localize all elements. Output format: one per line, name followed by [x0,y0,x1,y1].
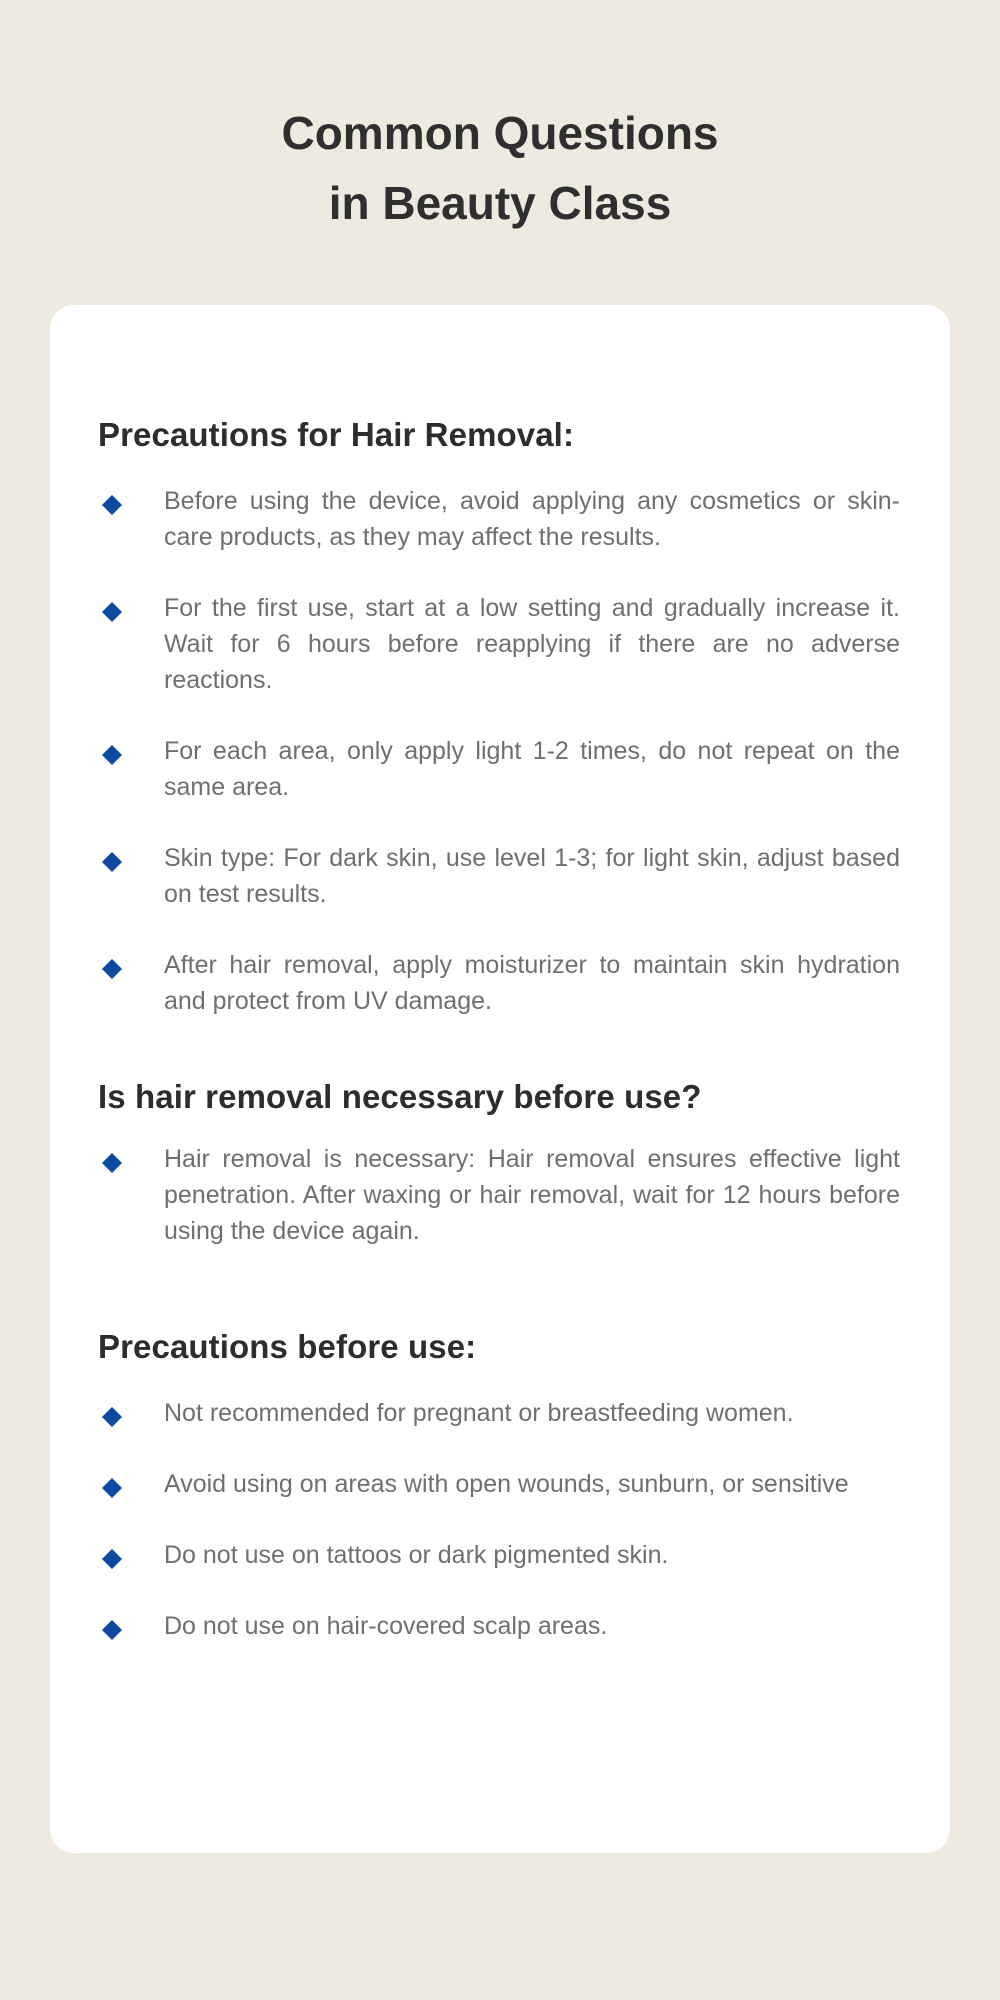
list-item-text: Avoid using on areas with open wounds, sunburn, or sensitive [164,1470,849,1498]
section-heading: Is hair removal necessary before use? [98,1078,702,1115]
list-item-text: Do not use on hair-covered scalp areas. [164,1612,608,1640]
bullet-list [98,1395,900,1644]
list-item [98,840,900,912]
diamond-bullet-icon [98,1466,164,1502]
list-item [98,1537,900,1573]
section-heading: Precautions for Hair Removal: [98,416,575,453]
list-item-text: Skin type: For dark skin, use level 1-3; for light skin, adjust based on test results. [164,844,900,908]
page-title-line-2: in Beauty Class [328,177,672,229]
diamond-bullet-icon [98,840,164,876]
list-item [98,1466,900,1502]
diamond-bullet-icon [98,1141,164,1177]
list-item-text: Not recommended for pregnant or breastfeeding women. [164,1399,794,1427]
diamond-bullet-icon [98,733,164,769]
section-heading: Precautions before use: [98,1328,477,1365]
page-title-line-1: Common Questions [281,107,719,159]
list-item-text: Hair removal is necessary: Hair removal ensures effective light penetration. After waxing or hair removal, wait for 12 hours before using the device again. [164,1145,900,1245]
bullet-list [98,483,900,1019]
list-item [98,590,900,698]
list-item [98,1141,900,1249]
list-item-text: Before using the device, avoid applying any cosmetics or skin-care products, as they may affect the results. [164,487,900,551]
page-title [0,98,1000,238]
diamond-bullet-icon [98,483,164,519]
diamond-bullet-icon [98,1395,164,1431]
list-item-text: For each area, only apply light 1-2 times, do not repeat on the same area. [164,737,900,801]
diamond-bullet-icon [98,1608,164,1644]
faq-card [50,305,950,1853]
list-item [98,1395,900,1431]
list-item [98,1608,900,1644]
list-item [98,733,900,805]
diamond-bullet-icon [98,1537,164,1573]
list-item-text: After hair removal, apply moisturizer to maintain skin hydration and protect from UV damage. [164,951,900,1015]
section-hair-removal-necessary [98,1077,900,1249]
list-item [98,947,900,1019]
section-precautions-hair-removal [98,415,900,1019]
bullet-list [98,1141,900,1249]
list-item-text: Do not use on tattoos or dark pigmented skin. [164,1541,669,1569]
list-item [98,483,900,555]
section-precautions-before-use [98,1327,900,1644]
diamond-bullet-icon [98,590,164,626]
list-item-text: For the first use, start at a low setting and gradually increase it. Wait for 6 hours before reapplying if there are no adverse reactions. [164,594,900,694]
diamond-bullet-icon [98,947,164,983]
